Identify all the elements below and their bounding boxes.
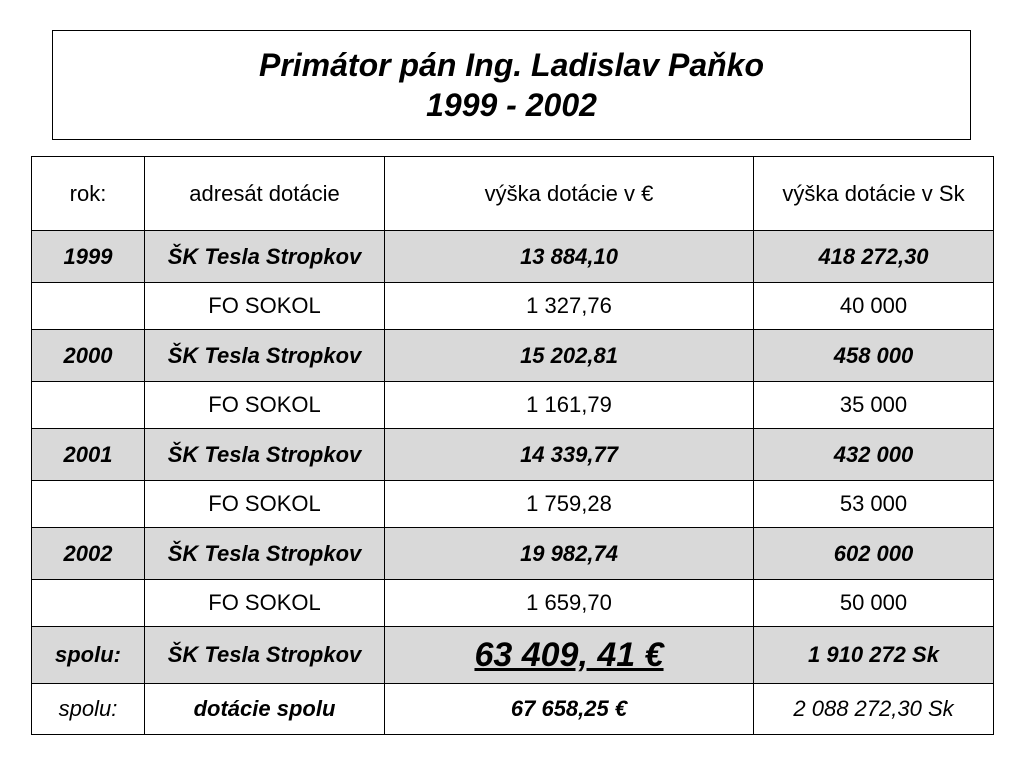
total-all-recipient: dotácie spolu [145, 684, 385, 735]
cell-amount-eur: 19 982,74 [385, 528, 754, 580]
table-row [32, 481, 994, 528]
cell-recipient: ŠK Tesla Stropkov [145, 330, 385, 382]
cell-year [32, 283, 145, 330]
table-row [32, 283, 994, 330]
title-box [52, 30, 971, 140]
table-header-row [32, 157, 994, 231]
cell-recipient: FO SOKOL [145, 283, 385, 330]
cell-year: 2000 [32, 330, 145, 382]
cell-recipient: FO SOKOL [145, 481, 385, 528]
cell-amount-eur: 1 659,70 [385, 580, 754, 627]
cell-recipient: FO SOKOL [145, 580, 385, 627]
total-club-recipient: ŠK Tesla Stropkov [145, 627, 385, 684]
cell-amount-eur: 1 759,28 [385, 481, 754, 528]
total-club-row [32, 627, 994, 684]
cell-amount-sk: 602 000 [754, 528, 994, 580]
total-club-amount-eur [385, 627, 754, 684]
cell-amount-sk: 53 000 [754, 481, 994, 528]
page-subtitle-years: 1999 - 2002 [426, 87, 597, 123]
cell-amount-sk: 40 000 [754, 283, 994, 330]
total-all-label: spolu: [32, 684, 145, 735]
header-amount-eur: výška dotácie v € [385, 157, 754, 231]
cell-amount-sk: 432 000 [754, 429, 994, 481]
cell-amount-eur: 15 202,81 [385, 330, 754, 382]
cell-year: 2001 [32, 429, 145, 481]
cell-year: 2002 [32, 528, 145, 580]
grant-table [31, 156, 994, 735]
cell-year [32, 481, 145, 528]
total-all-amount-eur: 67 658,25 € [385, 684, 754, 735]
header-recipient: adresát dotácie [145, 157, 385, 231]
cell-recipient: FO SOKOL [145, 382, 385, 429]
table-row [32, 429, 994, 481]
header-year: rok: [32, 157, 145, 231]
cell-amount-eur: 14 339,77 [385, 429, 754, 481]
cell-amount-sk: 35 000 [754, 382, 994, 429]
table-row [32, 231, 994, 283]
cell-year [32, 382, 145, 429]
cell-amount-sk: 50 000 [754, 580, 994, 627]
cell-recipient: ŠK Tesla Stropkov [145, 429, 385, 481]
total-club-label: spolu: [32, 627, 145, 684]
table-row [32, 580, 994, 627]
cell-amount-sk: 458 000 [754, 330, 994, 382]
table-row [32, 382, 994, 429]
total-all-amount-sk: 2 088 272,30 Sk [754, 684, 994, 735]
cell-year [32, 580, 145, 627]
cell-amount-sk: 418 272,30 [754, 231, 994, 283]
total-all-row [32, 684, 994, 735]
total-club-eur-value: 63 409, 41 € [474, 635, 664, 674]
cell-recipient: ŠK Tesla Stropkov [145, 528, 385, 580]
header-amount-sk: výška dotácie v Sk [754, 157, 994, 231]
table-row [32, 528, 994, 580]
cell-amount-eur: 1 327,76 [385, 283, 754, 330]
cell-recipient: ŠK Tesla Stropkov [145, 231, 385, 283]
total-club-amount-sk: 1 910 272 Sk [754, 627, 994, 684]
cell-amount-eur: 13 884,10 [385, 231, 754, 283]
cell-amount-eur: 1 161,79 [385, 382, 754, 429]
cell-year: 1999 [32, 231, 145, 283]
table-row [32, 330, 994, 382]
page-title: Primátor pán Ing. Ladislav Paňko [258, 47, 764, 83]
